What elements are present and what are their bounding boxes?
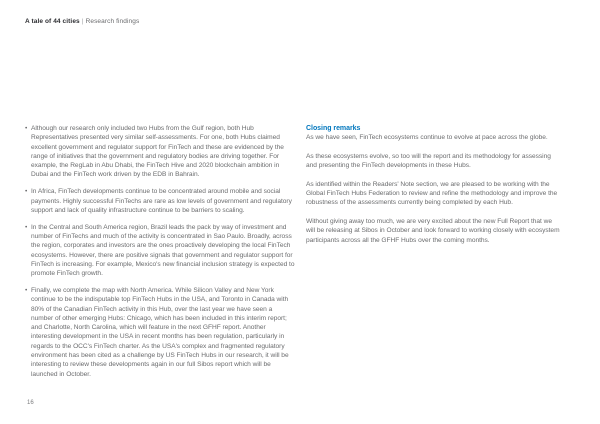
closing-remarks-heading: Closing remarks	[306, 125, 361, 132]
closing-paragraph-federation: As identified within the Readers' Note section, we are pleased to be working with the Global FinTech Hubs Federation to review and refine the methodology and improve the robustness of the assessments currently being completed by each Hub.	[306, 180, 558, 207]
closing-paragraph-globe: As we have seen, FinTech ecosystems continue to evolve at pace across the globe.	[306, 134, 548, 142]
bullet-north-america: • Finally, we complete the map with North America. While Silicon Valley and New York continue to be the indisputable top FinTech Hubs in the USA, and Toronto in Canada with 80% of the Canadian FinTech activity in this Hub, over the last year we have seen a number of other emerging Hubs: Chicago, which has been included in this interim report; and Charlotte, North Carolina, which will feature in the next GFHF report. Another interesting development in the USA in recent months has been regulation, particularly in regards to the OCC's FinTech charter. As the USA's complex and fragmented regulatory environment has been cited as a challenge by US FinTech Hubs in our research, it will be interesting to review these developments again in our full Sibos report which will be launched in October.	[25, 286, 295, 379]
header-separator: |	[81, 18, 84, 25]
bullet-gulf-region: • Although our research only included two Hubs from the Gulf region, both Hub Representatives presented very similar self-assessments. For one, both Hubs claimed excellent government and regulator support for FinTech and these are evidenced by the range of initiatives that the government and regulatory bodies are driving together. For example, the RegLab in Abu Dhabi, the FinTech Hive and 2020 blockchain ambition in Dubai and the FinTech work driven by the EDB in Bahrain.	[25, 124, 295, 180]
header-section-label: Research findings	[85, 18, 140, 25]
content-columns	[25, 124, 562, 386]
closing-paragraph-methodology: As these ecosystems evolve, so too will the report and its methodology for assessing and presenting the FinTech developments in these Hubs.	[306, 152, 551, 170]
page-footer	[27, 400, 34, 406]
closing-paragraph-full-report: Without giving away too much, we are very excited about the new Full Report that we will be releasing at Sibos in October and look forward to working closely with ecosystem participants across all the GFHF Hubs over the coming months.	[306, 217, 560, 244]
bullet-africa: • In Africa, FinTech developments continue to be concentrated around mobile and social payments. Highly successful FinTechs are rare as low levels of government and regulatory support and lack of quality infrastructure continue to be barriers to scaling.	[25, 187, 295, 215]
closing-remarks-section	[306, 124, 562, 254]
report-title: A tale of 44 cities	[25, 18, 80, 25]
running-header	[25, 18, 139, 26]
page-number: 16	[27, 400, 34, 406]
research-findings-bullet-list	[25, 124, 295, 386]
bullet-central-south-america: • In the Central and South America region, Brazil leads the pack by way of investment and number of FinTechs and much of the activity is concentrated in Sao Paulo. Broadly, across the region, corporates and investors are the ones proactively developing the local FinTech ecosystems. However, there are positive signals that government and regulator support for FinTech is increasing. For example, Mexico's new financial inclusion strategy is expected to promote FinTech growth.	[25, 223, 295, 279]
